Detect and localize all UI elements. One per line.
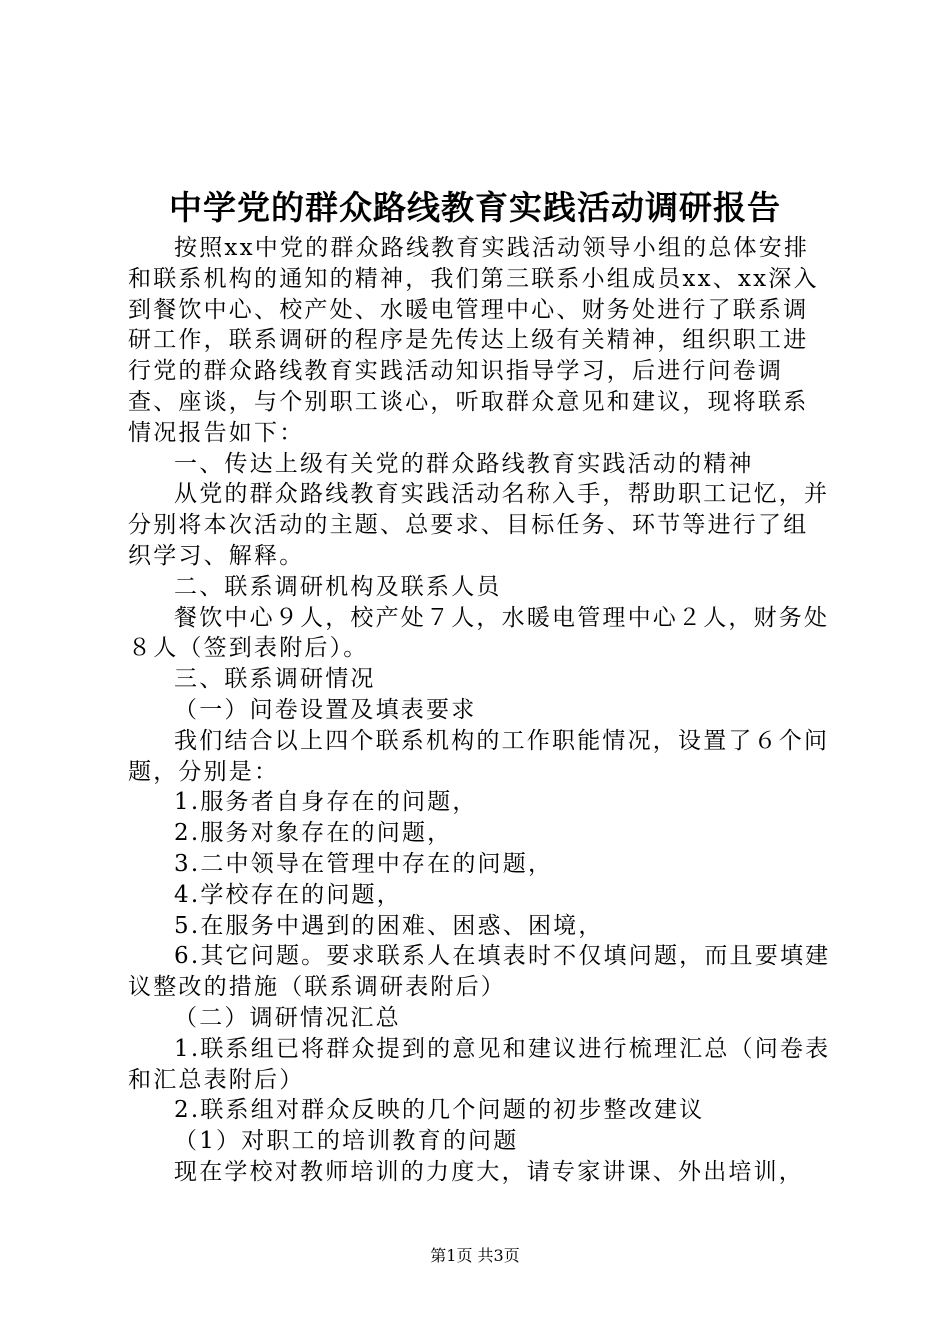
body-paragraph: 5.在服务中遇到的困难、困惑、困境，	[174, 912, 604, 939]
body-paragraph: （一）问卷设置及填表要求	[174, 696, 477, 723]
body-paragraph: （1）对职工的培训教育的问题	[174, 1128, 519, 1155]
body-paragraph: 2.联系组对群众反映的几个问题的初步整改建议	[174, 1097, 705, 1124]
body-paragraph: 一、传达上级有关党的群众路线教育实践活动的精神	[174, 450, 754, 477]
document-title: 中学党的群众路线教育实践活动调研报告	[169, 188, 781, 227]
body-paragraph: 三、联系调研情况	[174, 666, 376, 693]
body-paragraph: 6.其它问题。要求联系人在填表时不仅填问题，而且要填建议整改的措施（联系调研表附后）	[128, 943, 831, 1001]
body-paragraph: （二）调研情况汇总	[174, 1004, 401, 1031]
document-body	[128, 233, 832, 1188]
body-paragraph: 1.服务者自身存在的问题，	[174, 789, 478, 816]
body-paragraph: 1.联系组已将群众提到的意见和建议进行梳理汇总（问卷表和汇总表附后）	[128, 1035, 831, 1093]
body-paragraph: 按照xx中党的群众路线教育实践活动领导小组的总体安排和联系机构的通知的精神，我们第三联系小组成员xx、xx深入到餐饮中心、校产处、水暖电管理中心、财务处进行了联系调研工作，联系调研的程序是先传达上级有关精神，组织职工进行党的群众路线教育实践活动知识指导学习，后进行问卷调查、座谈，与个别职工谈心，听取群众意见和建议，现将联系情况报告如下：	[128, 235, 819, 446]
body-paragraph: 从党的群众路线教育实践活动名称入手，帮助职工记忆，并分别将本次活动的主题、总要求、目标任务、环节等进行了组织学习、解释。	[128, 481, 830, 569]
body-paragraph: 我们结合以上四个联系机构的工作职能情况，设置了６个问题，分别是：	[128, 727, 830, 785]
body-paragraph: 3.二中领导在管理中存在的问题，	[174, 850, 554, 877]
body-paragraph: 2.服务对象存在的问题，	[174, 820, 453, 847]
body-paragraph: 餐饮中心９人，校产处７人，水暖电管理中心２人，财务处８人（签到表附后）。	[128, 604, 830, 662]
body-paragraph: 4.学校存在的问题，	[174, 881, 402, 908]
body-paragraph: 现在学校对教师培训的力度大，请专家讲课、外出培训，	[174, 1158, 804, 1185]
page-number-footer: 第1页 共3页	[430, 1246, 520, 1265]
body-paragraph: 二、联系调研机构及联系人员	[174, 573, 502, 600]
